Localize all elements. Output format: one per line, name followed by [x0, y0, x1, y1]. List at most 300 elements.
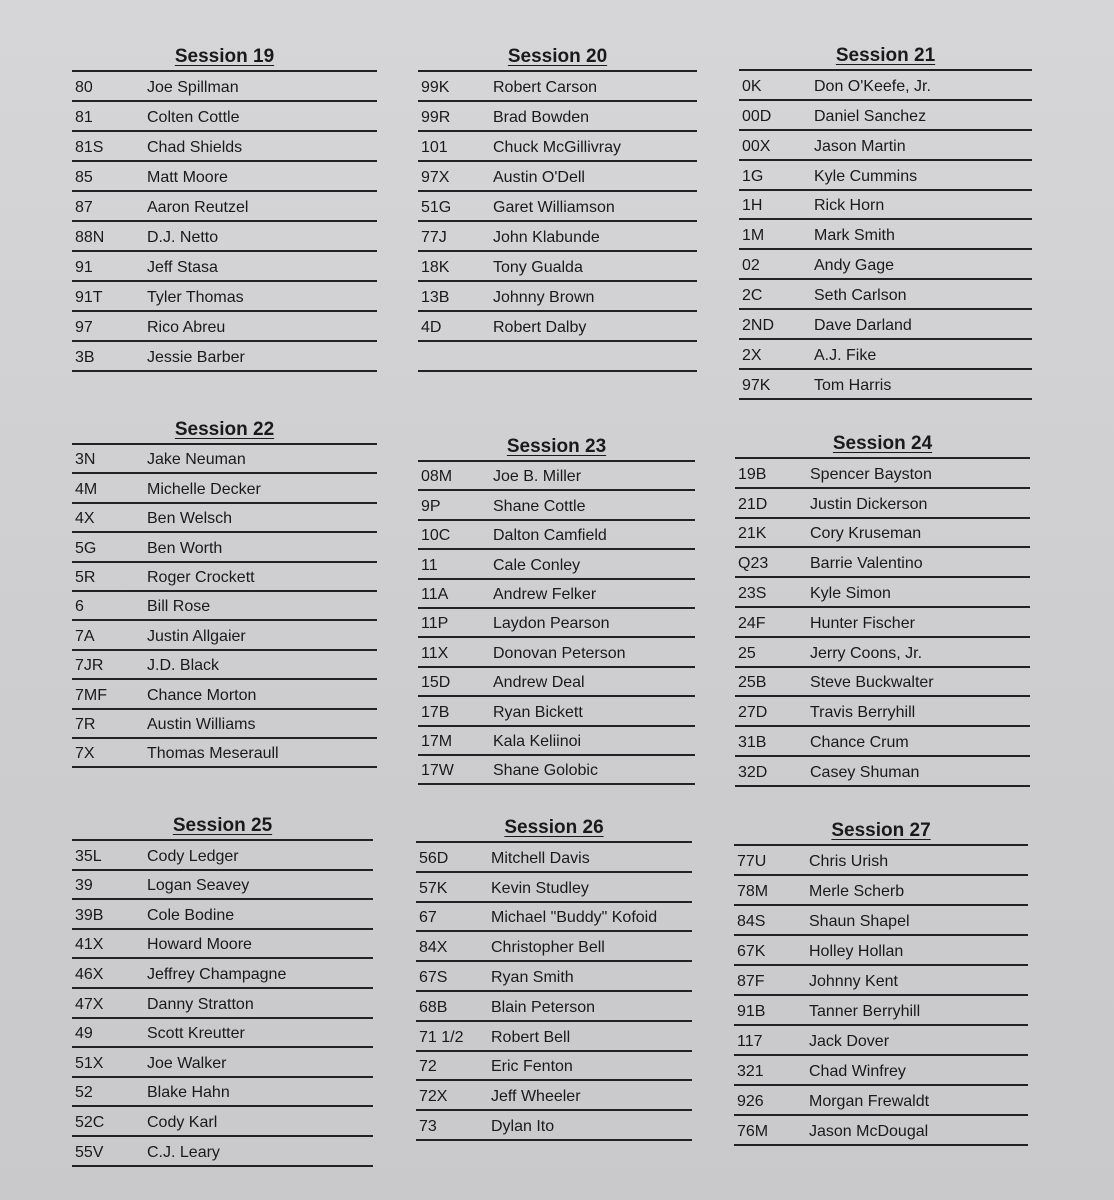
driver-name: Joe Spillman: [147, 79, 239, 96]
driver-name: Shane Golobic: [493, 762, 598, 780]
entry-row: [72, 1048, 373, 1078]
entry-row: [735, 697, 1030, 727]
entry-row: [72, 162, 377, 192]
car-number: 4X: [75, 510, 95, 528]
driver-name: Johnny Kent: [809, 973, 898, 990]
entry-row: [739, 280, 1032, 310]
driver-name: Jeff Stasa: [147, 259, 218, 276]
entry-row: [418, 550, 695, 579]
car-number: 25B: [738, 674, 767, 692]
driver-name: Blake Hahn: [147, 1084, 230, 1102]
driver-name: Michael "Buddy" Kofoid: [491, 909, 658, 927]
car-number: 17M: [421, 732, 453, 750]
entry-row: [739, 250, 1032, 280]
driver-name: Casey Shuman: [810, 763, 920, 781]
driver-name: Tyler Thomas: [147, 289, 244, 306]
entry-row: [72, 282, 377, 312]
session-title: Session 23: [506, 436, 607, 457]
entry-row: [418, 609, 695, 638]
entry-row: [72, 222, 377, 252]
driver-name: Logan Seavey: [147, 877, 250, 895]
car-number: 25: [738, 644, 756, 662]
entry-row: [72, 651, 377, 680]
driver-name: Jerry Coons, Jr.: [810, 644, 923, 662]
entry-row: [72, 1137, 373, 1167]
entry-row: [735, 489, 1030, 519]
entry-row: [734, 1026, 1028, 1056]
entry-row: [739, 101, 1032, 131]
car-number: 11: [421, 556, 438, 574]
entry-row: [734, 966, 1028, 996]
driver-name: Chad Shields: [147, 139, 243, 156]
driver-name: Seth Carlson: [814, 287, 907, 305]
entry-row: [734, 906, 1028, 936]
car-number: 77J: [421, 229, 447, 246]
car-number: 77U: [737, 853, 767, 870]
driver-name: Thomas Meseraull: [147, 745, 279, 763]
entry-row: [418, 462, 695, 491]
driver-name: Matt Moore: [147, 169, 228, 186]
driver-name: Dalton Camfield: [493, 527, 607, 545]
entry-row: [418, 72, 697, 102]
car-number: 68B: [419, 998, 448, 1016]
driver-name: John Klabunde: [493, 229, 600, 246]
driver-name: Ben Welsch: [147, 510, 233, 528]
car-number: 99K: [421, 79, 450, 96]
entry-row: [735, 519, 1030, 549]
entry-row: [418, 756, 695, 785]
driver-name: Johnny Brown: [493, 289, 595, 306]
entry-row: [72, 1107, 373, 1137]
driver-name: Chance Morton: [147, 686, 257, 704]
entry-row: [418, 252, 697, 282]
entry-row: [734, 846, 1028, 876]
car-number: 51G: [421, 199, 452, 216]
entry-row: [72, 533, 377, 562]
driver-name: Mark Smith: [814, 227, 895, 245]
entry-row: [72, 959, 373, 989]
entry-row: [72, 592, 377, 621]
car-number: 57K: [419, 879, 448, 897]
entry-row: [739, 191, 1032, 221]
driver-name: Don O'Keefe, Jr.: [814, 77, 931, 95]
entry-row: [739, 161, 1032, 191]
entry-row: [72, 621, 377, 650]
session-block: [418, 44, 697, 372]
entry-row: [72, 1019, 373, 1049]
car-number: 9P: [421, 497, 441, 515]
driver-name: Travis Berryhill: [810, 704, 916, 722]
car-number: 49: [75, 1025, 93, 1043]
entry-row: [735, 608, 1030, 638]
driver-name: C.J. Leary: [147, 1143, 220, 1161]
driver-name: Jeffrey Champagne: [147, 965, 287, 983]
car-number: 41X: [75, 936, 104, 954]
car-number: 1M: [742, 227, 765, 245]
driver-name: Blain Peterson: [491, 998, 596, 1016]
car-number: 10C: [421, 527, 451, 545]
entry-row: [418, 580, 695, 609]
car-number: 39B: [75, 906, 104, 924]
car-number: 97: [75, 319, 93, 336]
entry-row: [739, 131, 1032, 161]
car-number: 97X: [421, 169, 450, 186]
session-title: Session 25: [172, 815, 273, 836]
entry-row: [72, 252, 377, 282]
car-number: 91: [75, 259, 93, 276]
driver-name: Rick Horn: [814, 197, 885, 215]
entry-row: [418, 132, 697, 162]
driver-name: Tom Harris: [814, 376, 892, 394]
car-number: 4D: [421, 319, 442, 336]
car-number: 2C: [742, 287, 763, 305]
entry-row: [418, 491, 695, 520]
session-title: Session 19: [174, 46, 275, 67]
entry-row: [735, 459, 1030, 489]
entry-row: [418, 342, 697, 372]
entry-row: [418, 312, 697, 342]
entry-row: [734, 1116, 1028, 1146]
driver-name: Austin O'Dell: [493, 169, 585, 186]
car-number: 11P: [421, 615, 449, 633]
entry-row: [72, 841, 373, 871]
driver-name: Michelle Decker: [147, 480, 261, 498]
car-number: 21K: [738, 525, 767, 543]
car-number: 55V: [75, 1143, 104, 1161]
driver-name: Holley Hollan: [809, 943, 904, 960]
car-number: 23S: [738, 584, 767, 602]
entry-row: [416, 1111, 692, 1141]
driver-name: Barrie Valentino: [810, 555, 923, 573]
entry-row: [72, 710, 377, 739]
car-number: 27D: [738, 704, 768, 722]
car-number: 13B: [421, 289, 450, 306]
entry-list: [72, 70, 377, 372]
entry-row: [72, 504, 377, 533]
driver-name: Cale Conley: [493, 556, 581, 574]
car-number: Q23: [738, 555, 769, 573]
entry-row: [739, 71, 1032, 101]
driver-name: Garet Williamson: [493, 199, 615, 216]
car-number: 7R: [75, 715, 96, 733]
driver-name: Andy Gage: [814, 257, 895, 275]
car-number: 7JR: [75, 657, 104, 675]
entry-list: [734, 844, 1028, 1146]
car-number: 1H: [742, 197, 763, 215]
driver-name: Chris Urish: [809, 853, 889, 870]
car-number: 18K: [421, 259, 450, 276]
entry-list: [735, 457, 1030, 787]
driver-name: Shaun Shapel: [809, 913, 910, 930]
driver-name: Ryan Bickett: [493, 703, 583, 721]
entry-row: [416, 1022, 692, 1052]
entry-list: [418, 70, 697, 372]
car-number: 46X: [75, 965, 104, 983]
session-block: [72, 417, 377, 768]
entry-row: [72, 739, 377, 768]
entry-row: [416, 992, 692, 1022]
car-number: 76M: [737, 1123, 769, 1140]
driver-name: Joe Walker: [147, 1054, 227, 1072]
car-number: 19B: [738, 465, 767, 483]
car-number: 3N: [75, 451, 96, 469]
driver-name: Dave Darland: [814, 317, 912, 335]
driver-name: Dylan Ito: [491, 1117, 555, 1135]
car-number: 5G: [75, 539, 97, 557]
car-number: 11A: [421, 585, 449, 603]
session-title: Session 26: [504, 817, 604, 838]
car-number: 97K: [742, 376, 771, 394]
driver-name: Brad Bowden: [493, 109, 590, 126]
car-number: 52C: [75, 1113, 105, 1131]
car-number: 31B: [738, 733, 767, 751]
car-number: 32D: [738, 763, 768, 781]
car-number: 80: [75, 79, 93, 96]
driver-name: Bill Rose: [147, 598, 211, 616]
car-number: 17W: [421, 762, 454, 780]
driver-name: Mitchell Davis: [491, 849, 590, 867]
session-block: [734, 818, 1028, 1146]
entry-row: [72, 1078, 373, 1108]
driver-name: Justin Dickerson: [810, 495, 928, 513]
entry-row: [418, 521, 695, 550]
driver-name: Laydon Pearson: [493, 615, 610, 633]
driver-name: Chuck McGillivray: [493, 139, 622, 156]
entry-row: [416, 903, 692, 933]
car-number: 11X: [421, 644, 449, 662]
car-number: 5R: [75, 568, 96, 586]
entry-row: [418, 102, 697, 132]
car-number: 56D: [419, 849, 449, 867]
entry-row: [735, 578, 1030, 608]
driver-name: Hunter Fischer: [810, 614, 915, 632]
session-block: [735, 431, 1030, 787]
car-number: 1G: [742, 167, 764, 185]
entry-row: [418, 668, 695, 697]
entry-row: [72, 132, 377, 162]
car-number: 08M: [421, 468, 453, 486]
entry-row: [72, 445, 377, 474]
entry-row: [735, 757, 1030, 787]
car-number: 81: [75, 109, 93, 126]
entry-row: [418, 638, 695, 667]
session-title: Session 20: [507, 46, 608, 67]
car-number: 67S: [419, 968, 448, 986]
entry-row: [739, 310, 1032, 340]
car-number: 24F: [738, 614, 766, 632]
driver-name: Eric Fenton: [491, 1058, 573, 1076]
entry-row: [72, 680, 377, 709]
entry-row: [72, 563, 377, 592]
entry-row: [735, 668, 1030, 698]
driver-name: Joe B. Miller: [493, 468, 582, 486]
driver-name: Kyle Simon: [810, 584, 891, 602]
driver-name: J.D. Black: [147, 657, 220, 675]
entry-row: [72, 72, 377, 102]
car-number: 7X: [75, 745, 95, 763]
entry-row: [418, 162, 697, 192]
car-number: 2X: [742, 346, 762, 364]
driver-name: Scott Kreutter: [147, 1025, 245, 1043]
driver-name: Kala Keliinoi: [493, 732, 582, 750]
entry-row: [416, 1052, 692, 1082]
car-number: 35L: [75, 847, 102, 865]
driver-name: Tony Gualda: [493, 259, 583, 276]
session-block: [739, 43, 1032, 400]
session-title: Session 21: [835, 45, 936, 66]
car-number: 87F: [737, 973, 765, 990]
entry-row: [72, 312, 377, 342]
car-number: 99R: [421, 109, 451, 126]
entry-row: [418, 727, 695, 756]
driver-name: Jessie Barber: [147, 349, 245, 366]
driver-name: Daniel Sanchez: [814, 107, 927, 125]
driver-name: Cody Ledger: [147, 847, 239, 865]
car-number: 72X: [419, 1088, 448, 1106]
driver-name: Jeff Wheeler: [491, 1088, 581, 1106]
car-number: 39: [75, 877, 93, 895]
entry-row: [72, 989, 373, 1019]
car-number: 73: [419, 1117, 437, 1135]
entry-row: [734, 936, 1028, 966]
entry-list: [72, 443, 377, 768]
entry-row: [416, 1081, 692, 1111]
car-number: 00X: [742, 137, 771, 155]
entry-row: [734, 876, 1028, 906]
car-number: 91T: [75, 289, 103, 306]
session-title: Session 24: [832, 433, 933, 454]
car-number: 117: [737, 1033, 763, 1050]
entry-list: [72, 839, 373, 1167]
driver-name: Andrew Felker: [493, 585, 597, 603]
entry-row: [416, 962, 692, 992]
car-number: 321: [737, 1063, 764, 1080]
car-number: 67K: [737, 943, 766, 960]
driver-name: Christopher Bell: [491, 939, 605, 957]
entry-row: [739, 340, 1032, 370]
driver-name: Colten Cottle: [147, 109, 240, 126]
driver-name: Donovan Peterson: [493, 644, 626, 662]
driver-name: Morgan Frewaldt: [809, 1093, 930, 1110]
entry-row: [72, 474, 377, 503]
entry-row: [418, 282, 697, 312]
driver-name: Steve Buckwalter: [810, 674, 934, 692]
car-number: 52: [75, 1084, 93, 1102]
car-number: 91B: [737, 1003, 766, 1020]
car-number: 6: [75, 598, 84, 616]
entry-row: [418, 222, 697, 252]
entry-list: [418, 460, 695, 785]
entry-row: [734, 996, 1028, 1026]
entry-row: [416, 932, 692, 962]
car-number: 7MF: [75, 686, 107, 704]
car-number: 101: [421, 139, 448, 156]
car-number: 15D: [421, 674, 451, 692]
driver-name: Robert Carson: [493, 79, 598, 96]
driver-name: Roger Crockett: [147, 568, 255, 586]
driver-name: Chance Crum: [810, 733, 909, 751]
driver-name: Jack Dover: [809, 1033, 890, 1050]
car-number: 51X: [75, 1054, 104, 1072]
car-number: 17B: [421, 703, 450, 721]
session-block: [72, 813, 373, 1167]
driver-name: Aaron Reutzel: [147, 199, 249, 216]
car-number: 926: [737, 1093, 764, 1110]
entry-row: [735, 727, 1030, 757]
entry-row: [416, 843, 692, 873]
car-number: 7A: [75, 627, 95, 645]
entry-row: [734, 1056, 1028, 1086]
session-block: [418, 434, 695, 785]
driver-name: Cody Karl: [147, 1113, 218, 1131]
car-number: 21D: [738, 495, 768, 513]
driver-name: Cole Bodine: [147, 906, 235, 924]
driver-name: Ben Worth: [147, 539, 223, 557]
driver-name: Rico Abreu: [147, 319, 226, 336]
driver-name: Merle Scherb: [809, 883, 905, 900]
driver-name: Spencer Bayston: [810, 465, 932, 483]
car-number: 2ND: [742, 317, 775, 335]
car-number: 78M: [737, 883, 769, 900]
car-number: 72: [419, 1058, 437, 1076]
car-number: 84S: [737, 913, 766, 930]
car-number: 02: [742, 257, 760, 275]
car-number: 4M: [75, 480, 98, 498]
entry-row: [72, 192, 377, 222]
entry-row: [734, 1086, 1028, 1116]
entry-row: [735, 548, 1030, 578]
entry-row: [739, 370, 1032, 400]
entry-row: [72, 871, 373, 901]
driver-name: Kyle Cummins: [814, 167, 918, 185]
driver-name: Kevin Studley: [491, 879, 589, 897]
session-block: [72, 44, 377, 372]
entry-list: [416, 841, 692, 1141]
entry-row: [72, 342, 377, 372]
entry-list: [739, 69, 1032, 400]
driver-name: Robert Dalby: [493, 319, 587, 336]
driver-name: Robert Bell: [491, 1028, 571, 1046]
entry-row: [418, 192, 697, 222]
car-number: 47X: [75, 995, 104, 1013]
car-number: 85: [75, 169, 93, 186]
car-number: 88N: [75, 229, 105, 246]
driver-name: Ryan Smith: [491, 968, 574, 986]
driver-name: Howard Moore: [147, 936, 252, 954]
car-number: 3B: [75, 349, 95, 366]
driver-name: Austin Williams: [147, 715, 256, 733]
session-block: [416, 815, 692, 1141]
driver-name: Jason McDougal: [809, 1123, 929, 1140]
entry-row: [739, 220, 1032, 250]
entry-row: [72, 930, 373, 960]
driver-name: Jason Martin: [814, 137, 906, 155]
driver-name: Shane Cottle: [493, 497, 586, 515]
car-number: 67: [419, 909, 437, 927]
entry-row: [418, 697, 695, 726]
car-number: 87: [75, 199, 93, 216]
car-number: 71 1/2: [419, 1028, 464, 1046]
driver-name: Chad Winfrey: [809, 1063, 906, 1080]
driver-name: Cory Kruseman: [810, 525, 922, 543]
session-title: Session 22: [174, 419, 275, 440]
driver-name: D.J. Netto: [147, 229, 219, 246]
car-number: 81S: [75, 139, 104, 156]
driver-name: Tanner Berryhill: [809, 1003, 921, 1020]
driver-name: A.J. Fike: [814, 346, 877, 364]
entry-row: [416, 873, 692, 903]
driver-name: Justin Allgaier: [147, 627, 246, 645]
